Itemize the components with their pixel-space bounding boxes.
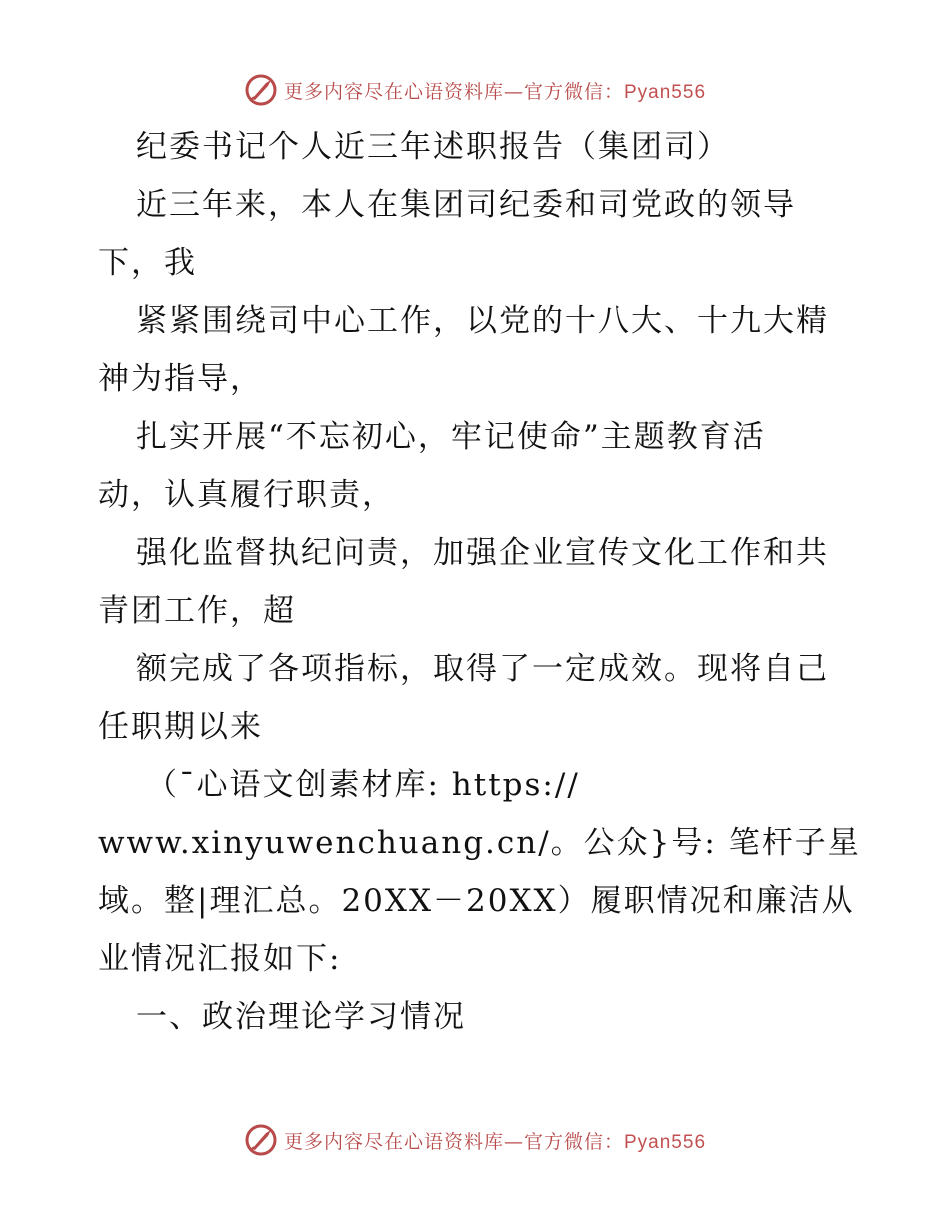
footer-banner bbox=[0, 1120, 950, 1160]
header-banner bbox=[0, 70, 950, 110]
paragraph-line: 强化监督执纪问责，加强企业宣传文化工作和共 bbox=[136, 535, 829, 571]
banner-text: 更多内容尽在心语资料库—官方微信：Pyan556 bbox=[283, 1130, 707, 1153]
wechat-id: Pyan556 bbox=[624, 81, 707, 103]
paragraph-line: 动，认真履行职责， bbox=[98, 477, 395, 513]
quill-logo-icon bbox=[244, 73, 278, 107]
paragraph-line: www.xinyuwenchuang.cn/。公众}号: 笔杆子星 bbox=[98, 825, 861, 861]
document-body bbox=[98, 118, 861, 1046]
paragraph-line: 扎实开展“不忘初心，牢记使命”主题教育活 bbox=[136, 419, 766, 455]
paragraph-line: 近三年来，本人在集团司纪委和司党政的领导 bbox=[136, 187, 796, 223]
paragraph-line: 任职期以来 bbox=[98, 709, 263, 745]
quill-logo-icon bbox=[244, 1123, 278, 1157]
paragraph-line: （¯心语文创素材库: https:// bbox=[146, 767, 580, 803]
paragraph-line: 青团工作，超 bbox=[98, 593, 296, 629]
paragraph-line: 紧紧围绕司中心工作，以党的十八大、十九大精 bbox=[136, 303, 829, 339]
paragraph-line: 业情况汇报如下: bbox=[98, 941, 342, 977]
paragraph-line: 域。整|理汇总。20XX－20XX）履职情况和廉洁从 bbox=[98, 883, 855, 919]
paragraph-line: 神为指导， bbox=[98, 361, 263, 397]
paragraph-line: 下，我 bbox=[98, 245, 197, 281]
section-heading: 一、政治理论学习情况 bbox=[136, 999, 466, 1035]
paragraph-line: 额完成了各项指标，取得了一定成效。现将自己 bbox=[136, 651, 829, 687]
doc-title: 纪委书记个人近三年述职报告（集团司） bbox=[136, 129, 730, 165]
wechat-id: Pyan556 bbox=[624, 1131, 707, 1153]
banner-text: 更多内容尽在心语资料库—官方微信：Pyan556 bbox=[283, 80, 707, 103]
